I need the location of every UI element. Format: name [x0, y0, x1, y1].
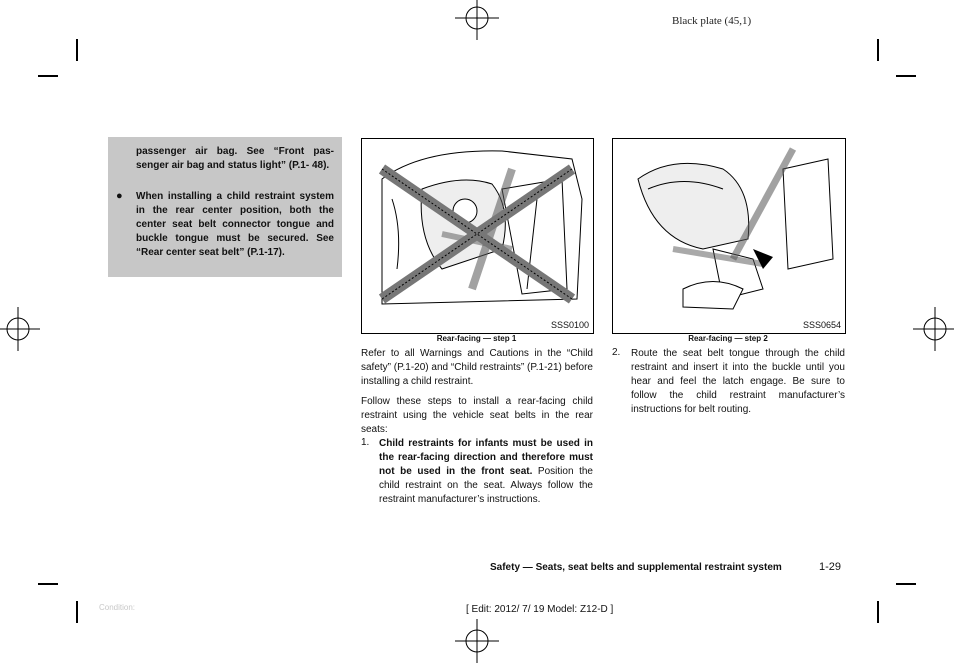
warning-continuation: passenger air bag. See “Front pas- senger air bag and status light” (P.1- 48). — [136, 146, 334, 171]
crop-mark — [76, 39, 78, 61]
child-seat-installation-illustration — [362, 139, 593, 333]
figure-code: SSS0100 — [550, 320, 589, 330]
figure-rear-facing-step-1 — [361, 138, 594, 334]
crop-mark — [38, 583, 58, 585]
buckle-latch-illustration — [613, 139, 845, 333]
body-column-1 — [361, 347, 593, 443]
registration-mark-icon — [913, 307, 954, 351]
follow-paragraph: Follow these steps to install a rear-facing child restraint using the vehicle seat belts in the rear seats: — [361, 396, 593, 435]
registration-mark-icon — [455, 0, 499, 40]
step-2-number: 2. — [612, 347, 621, 358]
step-1-number: 1. — [361, 437, 370, 448]
warning-item: When installing a child restraint system in the rear center position, both the center seat belt connector tongue and buckle tongue must be secured. See “Rear center seat belt” (P.1-17). — [136, 191, 334, 258]
registration-mark-icon — [455, 619, 499, 663]
crop-mark — [76, 601, 78, 623]
step-1-detail: Position the child restraint on the seat. Always follow the restraint manufacturer’s instructions. — [379, 466, 593, 505]
figure-rear-facing-step-2 — [612, 138, 846, 334]
crop-mark — [877, 601, 879, 623]
crop-mark — [877, 39, 879, 61]
figure-caption: Rear-facing — step 2 — [688, 334, 768, 343]
figure-code: SSS0654 — [802, 320, 841, 330]
bullet-icon: ● — [116, 190, 123, 202]
crop-mark — [38, 75, 58, 77]
crop-mark — [896, 75, 916, 77]
step-1-text — [379, 437, 593, 507]
condition-label: Condition: — [99, 603, 136, 612]
edit-info: [ Edit: 2012/ 7/ 19 Model: Z12-D ] — [466, 604, 614, 615]
step-2-text: Route the seat belt tongue through the child restraint and insert it into the buckle until you hear and feel the latch engage. Be sure to follow the child restraint manufacturer’s instructions for belt routing. — [631, 348, 845, 415]
step-1-bold: Child restraints for infants must be used in the rear-facing direction and therefore must not be used in the front seat. — [379, 438, 593, 477]
crop-mark — [896, 583, 916, 585]
intro-paragraph: Refer to all Warnings and Cautions in the “Child safety” (P.1-20) and “Child restraints” (P.1-21) before installing a child restraint. — [361, 348, 593, 387]
footer-section-title: Safety — Seats, seat belts and supplemental restraint system — [490, 562, 782, 573]
warning-box — [108, 137, 342, 277]
registration-mark-icon — [0, 307, 40, 351]
plate-label: Black plate (45,1) — [672, 15, 752, 27]
figure-caption: Rear-facing — step 1 — [436, 334, 517, 343]
page-number: 1-29 — [819, 561, 842, 573]
